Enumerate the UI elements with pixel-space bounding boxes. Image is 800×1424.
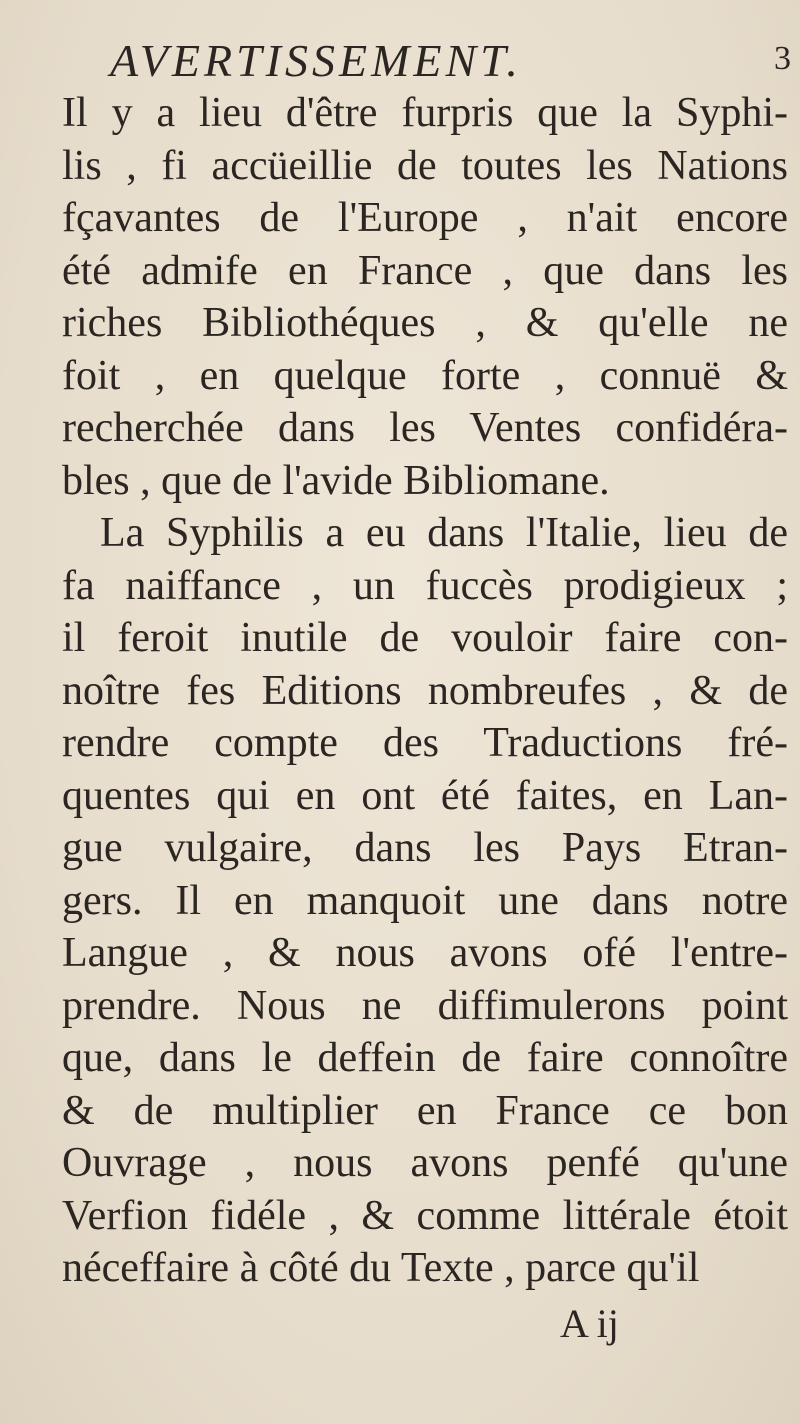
text-line: bles , que de l'avide Bibliomane. [62, 457, 610, 504]
text-line: La Syphilis a eu dans l'Italie, lieu de [100, 510, 788, 556]
text-line: lis , fi accüeillie de toutes les Nations [62, 142, 788, 189]
text-line: gers. Il en manquoit une dans notre [62, 877, 788, 924]
text-line: gue vulgaire, dans les Pays Etran- [62, 825, 788, 871]
page-title: AVERTISSEMENT. [110, 35, 522, 86]
text-line: & de multiplier en France ce bon [62, 1087, 788, 1134]
text-line: Verfion fidéle , & comme littérale étoit [62, 1192, 788, 1239]
text-line: prendre. Nous ne diffimulerons point [62, 982, 788, 1029]
text-line: fçavantes de l'Europe , n'ait encore [62, 195, 788, 241]
text-line: foit , en quelque forte , connuë & [62, 352, 788, 399]
text-line: recherchée dans les Ventes confidéra- [62, 405, 788, 451]
page-number: 3 [774, 40, 791, 77]
text-line: Ouvrage , nous avons penfé qu'une [62, 1140, 788, 1186]
text-line: il feroit inutile de vouloir faire con- [62, 615, 788, 661]
text-line: riches Bibliothéques , & qu'elle ne [62, 300, 788, 346]
signature-mark: A ij [560, 1301, 619, 1346]
text-line: quentes qui en ont été faites, en Lan- [62, 772, 788, 819]
text-line: que, dans le deffein de faire connoître [62, 1035, 788, 1081]
text-line: noître fes Editions nombreufes , & de [62, 667, 788, 714]
text-line: fa naiffance , un fuccès prodigieux ; [62, 562, 788, 609]
text-line: néceffaire à côté du Texte , parce qu'il [62, 1245, 700, 1291]
text-line: été admife en France , que dans les [62, 247, 788, 294]
text-line: Langue , & nous avons ofé l'entre- [62, 930, 788, 976]
text-line: rendre compte des Traductions fré- [62, 720, 788, 766]
text-line: Il y a lieu d'être furpris que la Syphi- [62, 90, 788, 136]
